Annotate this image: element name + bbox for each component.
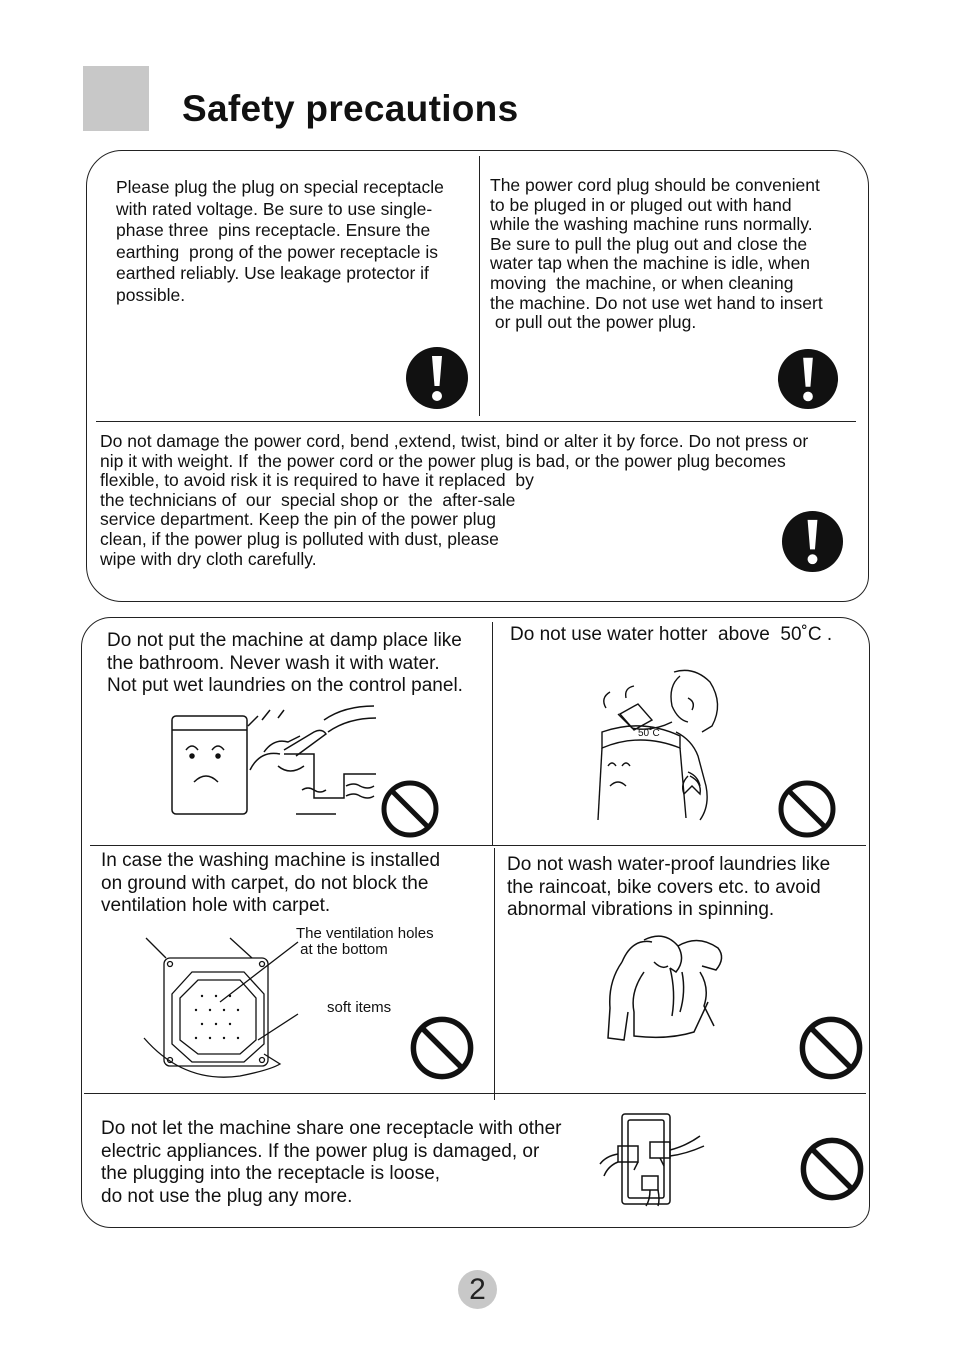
soft-items-label: soft items — [327, 999, 392, 1016]
ventilation-base-illustration — [140, 934, 300, 1080]
receptacle-plugs-illustration — [598, 1108, 708, 1208]
prohibition-panel-separator-2 — [84, 1093, 866, 1094]
plug-receptacle-text: Please plug the plug on special receptacle with rated voltage. Be sure to use single- phase three pins receptacle. Ensure the earthing prong of the power receptacle is earthed reliably. Use leakage protector if possible. — [116, 177, 444, 305]
machine-hose-illustration — [164, 700, 376, 820]
exclamation-circle-icon — [781, 510, 844, 573]
prohibition-panel-divider-mid — [494, 848, 495, 1100]
prohibition-icon — [798, 1015, 864, 1081]
prohibition-icon — [409, 1015, 475, 1081]
exclamation-circle-icon — [777, 348, 839, 410]
warning-panel-separator — [96, 421, 856, 422]
raincoat-illustration — [604, 932, 728, 1044]
temperature-label: 50˚C — [638, 728, 660, 739]
exclamation-circle-icon — [405, 346, 469, 410]
prohibition-icon — [799, 1136, 865, 1202]
hot-water-text: Do not use water hotter above 50˚C . — [510, 624, 833, 645]
warning-panel-divider — [479, 156, 480, 416]
prohibition-panel-divider-top — [492, 622, 493, 845]
receptacle-share-text: Do not let the machine share one receptacle with other electric appliances. If the power plug is damaged, or the plugging into the receptacle is loose, do not use the plug any more. — [101, 1118, 562, 1207]
ventilation-holes-label: The ventilation holes at the bottom — [296, 925, 434, 958]
page-title: Safety precautions — [182, 88, 519, 129]
power-cord-damage-text: Do not damage the power cord, bend ,extend, twist, bind or alter it by force. Do not press or nip it with weight. If the power cord or the power plug is bad, or the power plug becomes flexible, to avoid risk it is required to have it replaced by the technicians of our special shop or the after-sale service department. Keep the pin of the power plug clean, if the power plug is polluted with dust, please wipe with dry cloth carefully. — [100, 431, 809, 569]
carpet-text: In case the washing machine is installed on ground with carpet, do not block the ventilation hole with carpet. — [101, 850, 441, 916]
prohibition-icon — [380, 779, 440, 839]
hot-water-illustration — [580, 662, 726, 828]
prohibition-panel-separator-1 — [90, 845, 866, 846]
header-gray-block — [83, 66, 149, 131]
page-number: 2 — [458, 1270, 497, 1309]
damp-place-text: Do not put the machine at damp place like the bathroom. Never wash it with water. Not put wet laundries on the control panel. — [107, 630, 463, 696]
prohibition-icon — [777, 779, 837, 839]
power-cord-plug-text: The power cord plug should be convenient to be pluged in or pluged out with hand while the washing machine runs normally. Be sure to pull the plug out and close the water tap when the machine is idle, when moving the machine, or when cleaning the machine. Do not use wet hand to insert or pull out the power plug. — [490, 175, 823, 333]
waterproof-laundry-text: Do not wash water-proof laundries like the raincoat, bike covers etc. to avoid abnormal vibrations in spinning. — [507, 854, 831, 920]
